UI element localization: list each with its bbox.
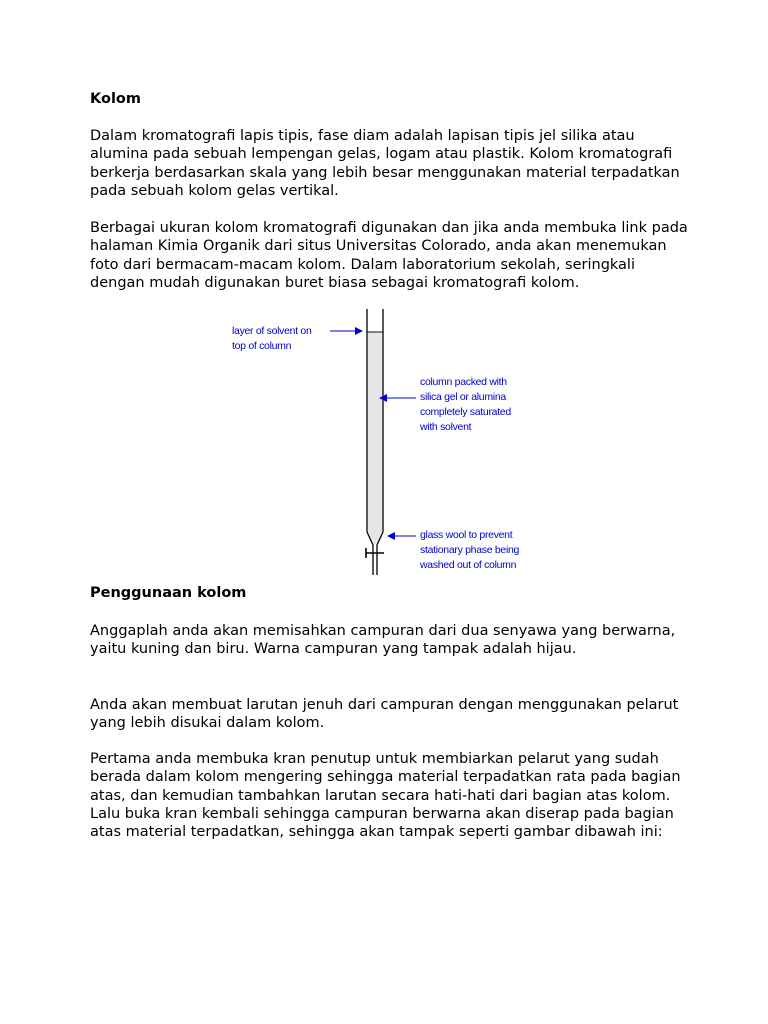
glass-column <box>366 309 384 575</box>
paragraph-kolom-intro: Dalam kromatografi lapis tipis, fase diam adalah lapisan tipis jel silika atau alumina pada sebuah lempengan gelas, logam atau plastik. Kolom kromatografi berkerja berdasarkan skala yang lebih besar menggunakan material terpadatkan pada sebuah kolom gelas vertikal. <box>90 128 680 199</box>
label-solvent-layer: layer of solvent on top of column <box>232 325 312 352</box>
label-packed-column: column packed with silica gel or alumina completely saturated with solvent <box>420 376 511 433</box>
section-heading-kolom: Kolom <box>90 91 141 107</box>
paragraph-procedure: Pertama anda membuka kran penutup untuk membiarkan pelarut yang sudah berada dalam kolom mengering sehingga material terpadatkan rata pada bagian atas, dan kemudian tambahkan larutan secara hati-hati dari bagian atas kolom. Lalu buka kran kembali sehingga campuran berwarna akan diserap pada bagian atas material terpadatkan, sehingga akan tampak seperti gambar dibawah ini: <box>90 751 681 841</box>
label-glass-wool: glass wool to prevent stationary phase being washed out of column <box>420 529 520 571</box>
paragraph-saturated-solution: Anda akan membuat larutan jenuh dari campuran dengan menggunakan pelarut yang lebih disukai dalam kolom. <box>90 697 679 732</box>
paragraph-kolom-sizes: Berbagai ukuran kolom kromatografi digunakan dan jika anda membuka link pada halaman Kimia Organik dari situs Universitas Colorado, anda akan menemukan foto dari bermacam-macam kolom. Dalam laboratorium sekolah, seringkali dengan mudah digunakan buret biasa sebagai kromatografi kolom. <box>90 220 688 291</box>
paragraph-mixture: Anggaplah anda akan memisahkan campuran dari dua senyawa yang berwarna, yaitu kuning dan biru. Warna campuran yang tampak adalah hijau. <box>90 623 676 658</box>
section-heading-penggunaan-kolom: Penggunaan kolom <box>90 585 247 601</box>
